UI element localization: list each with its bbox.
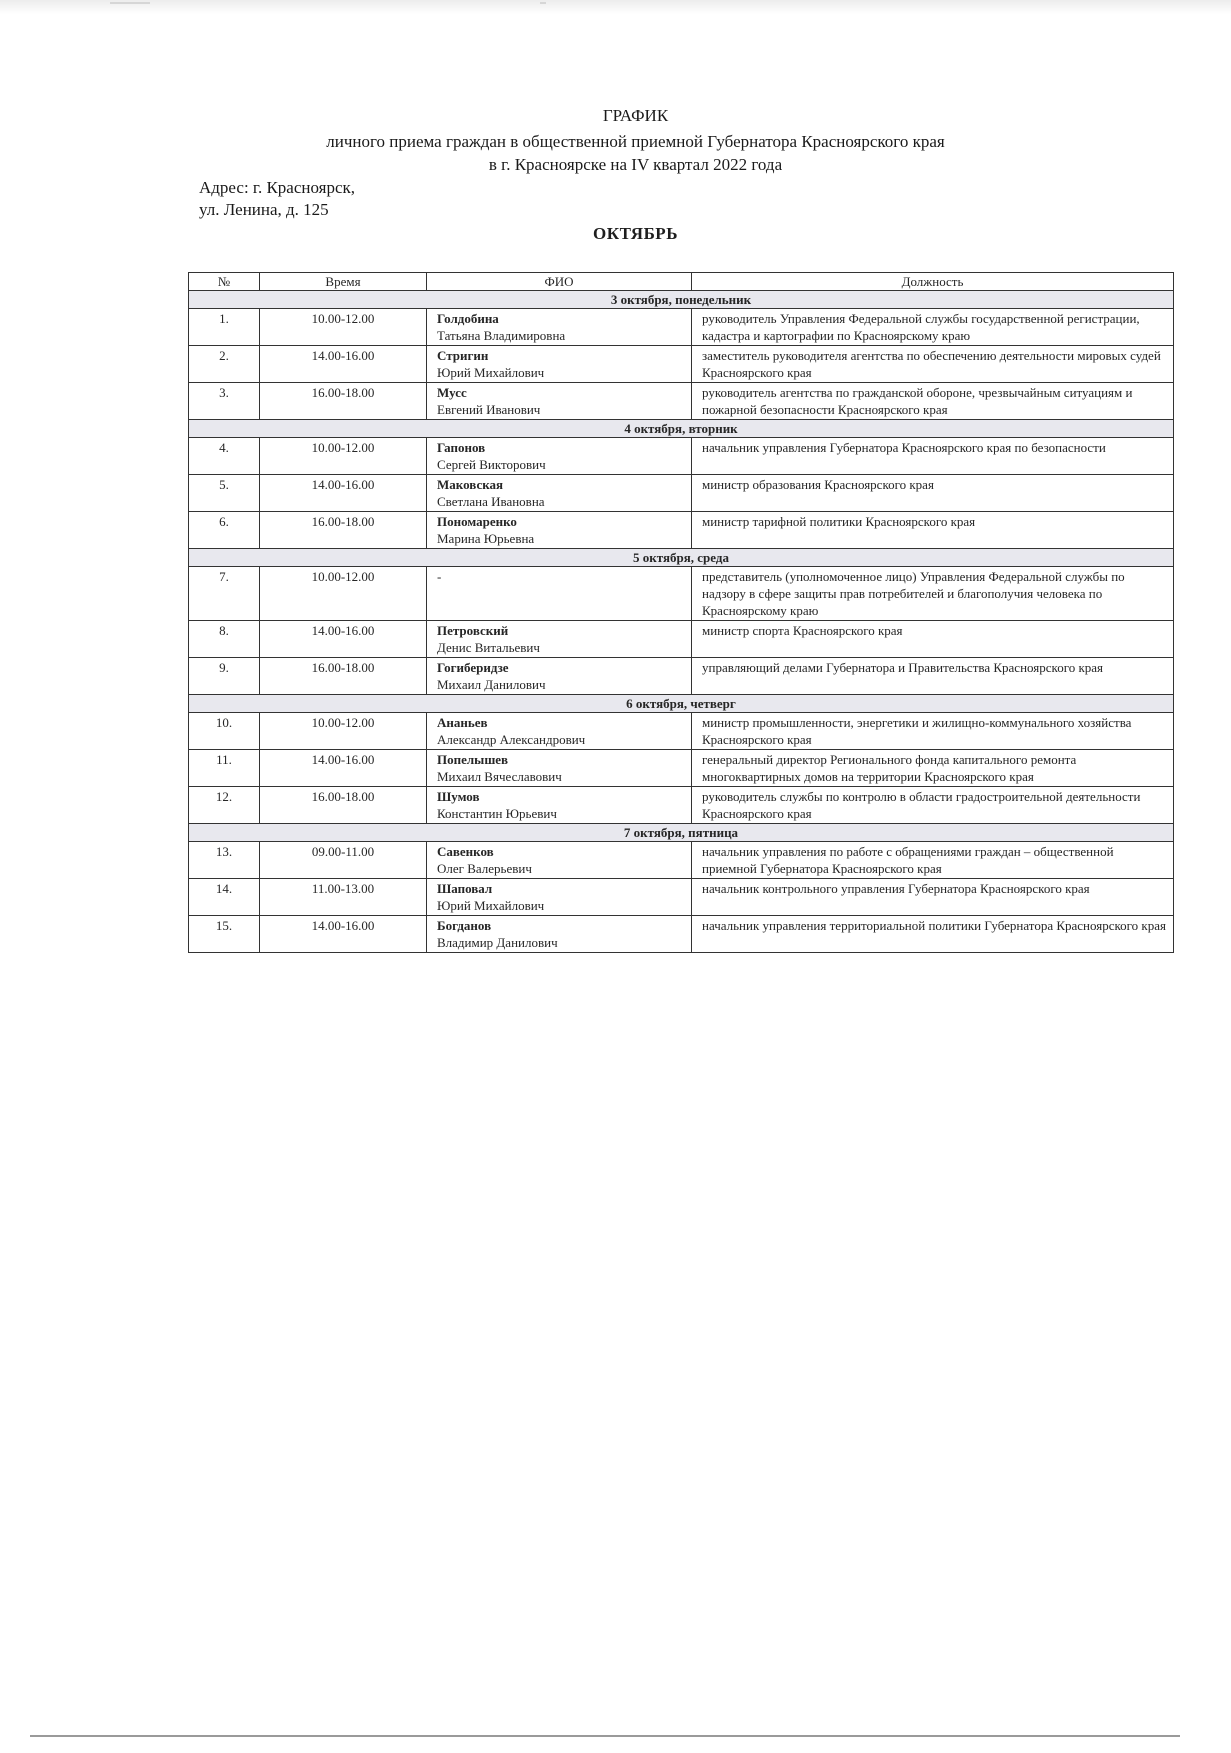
schedule-table [188, 272, 1174, 953]
month-heading: ОКТЯБРЬ [593, 224, 678, 243]
table-header-row [189, 273, 1174, 291]
official-surname: Голдобина [437, 311, 499, 326]
official-surname: Пономаренко [437, 514, 517, 529]
row-time: 14.00-16.00 [260, 916, 427, 953]
row-name-cell [427, 842, 692, 879]
row-position: заместитель руководителя агентства по обеспечению деятельности мировых судей Красноярского края [692, 346, 1174, 383]
day-label: 7 октября, пятница [189, 824, 1174, 842]
row-name-cell [427, 658, 692, 695]
row-name-cell [427, 475, 692, 512]
official-surname: Шумов [437, 789, 480, 804]
address-line-1: Адрес: г. Красноярск, [199, 178, 356, 197]
row-name-cell [427, 713, 692, 750]
row-number: 12. [189, 787, 260, 824]
day-label: 5 октября, среда [189, 549, 1174, 567]
row-position: министр образования Красноярского края [692, 475, 1174, 512]
row-number: 9. [189, 658, 260, 695]
table-row [189, 879, 1174, 916]
row-position: руководитель Управления Федеральной службы государственной регистрации, кадастра и картографии по Красноярскому краю [692, 309, 1174, 346]
document-subtitle-line-1: личного приема граждан в общественной приемной Губернатора Красноярского края [326, 132, 945, 151]
official-surname: Богданов [437, 918, 492, 933]
official-given-names: Константин Юрьевич [437, 806, 557, 821]
row-time: 10.00-12.00 [260, 438, 427, 475]
schedule-body [189, 291, 1174, 953]
table-row [189, 658, 1174, 695]
day-header-row [189, 824, 1174, 842]
row-time: 10.00-12.00 [260, 309, 427, 346]
row-name-cell [427, 567, 692, 621]
row-time: 16.00-18.00 [260, 383, 427, 420]
row-name-cell [427, 346, 692, 383]
row-time: 10.00-12.00 [260, 713, 427, 750]
table-row [189, 346, 1174, 383]
row-name-cell [427, 787, 692, 824]
day-label: 4 октября, вторник [189, 420, 1174, 438]
row-position: начальник управления территориальной политики Губернатора Красноярского края [692, 916, 1174, 953]
official-given-names: Владимир Данилович [437, 935, 558, 950]
official-surname: Петровский [437, 623, 509, 638]
official-given-names: Татьяна Владимировна [437, 328, 566, 343]
table-row [189, 621, 1174, 658]
row-time: 10.00-12.00 [260, 567, 427, 621]
official-given-names: Денис Витальевич [437, 640, 540, 655]
official-surname: Стригин [437, 348, 489, 363]
row-number: 2. [189, 346, 260, 383]
day-header-row [189, 549, 1174, 567]
table-row [189, 475, 1174, 512]
row-position: начальник контрольного управления Губернатора Красноярского края [692, 879, 1174, 916]
row-position: представитель (уполномоченное лицо) Управления Федеральной службы по надзору в сфере защиты прав потребителей и благополучия человека по Красноярскому краю [692, 567, 1174, 621]
row-position: руководитель службы по контролю в области градостроительной деятельности Красноярского края [692, 787, 1174, 824]
official-surname: Ананьев [437, 715, 488, 730]
row-time: 14.00-16.00 [260, 346, 427, 383]
row-number: 14. [189, 879, 260, 916]
row-name-cell [427, 621, 692, 658]
row-time: 16.00-18.00 [260, 512, 427, 549]
official-surname: Мусс [437, 385, 467, 400]
official-given-names: Евгений Иванович [437, 402, 541, 417]
table-row [189, 713, 1174, 750]
row-name-cell [427, 879, 692, 916]
official-given-names: Александр Александрович [437, 732, 586, 747]
scan-bottom-edge [30, 1735, 1180, 1737]
row-number: 8. [189, 621, 260, 658]
row-name-cell [427, 750, 692, 787]
scan-mark [110, 2, 150, 4]
day-header-row [189, 291, 1174, 309]
row-number: 1. [189, 309, 260, 346]
official-given-names: Олег Валерьевич [437, 861, 532, 876]
official-surname: Гапонов [437, 440, 486, 455]
official-given-names: Марина Юрьевна [437, 531, 535, 546]
row-number: 11. [189, 750, 260, 787]
official-given-names: Юрий Михайлович [437, 898, 545, 913]
row-number: 3. [189, 383, 260, 420]
row-number: 7. [189, 567, 260, 621]
row-name-cell [427, 438, 692, 475]
official-given-names: Михаил Данилович [437, 677, 546, 692]
row-number: 5. [189, 475, 260, 512]
scan-mark [540, 2, 546, 4]
row-number: 10. [189, 713, 260, 750]
official-given-names: Сергей Викторович [437, 457, 546, 472]
day-header-row [189, 695, 1174, 713]
document-subtitle-line-2: в г. Красноярске на IV квартал 2022 года [488, 155, 783, 174]
table-row [189, 512, 1174, 549]
table-row [189, 787, 1174, 824]
row-position: министр тарифной политики Красноярского края [692, 512, 1174, 549]
day-label: 6 октября, четверг [189, 695, 1174, 713]
row-position: управляющий делами Губернатора и Правительства Красноярского края [692, 658, 1174, 695]
row-number: 13. [189, 842, 260, 879]
table-row [189, 383, 1174, 420]
official-given-names: Светлана Ивановна [437, 494, 545, 509]
table-row [189, 567, 1174, 621]
row-time: 14.00-16.00 [260, 621, 427, 658]
official-surname: - [437, 569, 442, 584]
row-number: 15. [189, 916, 260, 953]
table-row [189, 750, 1174, 787]
day-header-row [189, 420, 1174, 438]
row-time: 09.00-11.00 [260, 842, 427, 879]
row-position: министр промышленности, энергетики и жилищно-коммунального хозяйства Красноярского края [692, 713, 1174, 750]
column-header-name: ФИО [427, 273, 692, 291]
column-header-position: Должность [692, 273, 1174, 291]
official-surname: Савенков [437, 844, 494, 859]
official-surname: Попелышев [437, 752, 509, 767]
row-time: 11.00-13.00 [260, 879, 427, 916]
official-given-names: Михаил Вячеславович [437, 769, 562, 784]
row-number: 4. [189, 438, 260, 475]
day-label: 3 октября, понедельник [189, 291, 1174, 309]
row-name-cell [427, 512, 692, 549]
row-time: 14.00-16.00 [260, 750, 427, 787]
column-header-time: Время [260, 273, 427, 291]
row-position: руководитель агентства по гражданской обороне, чрезвычайным ситуациям и пожарной безопасности Красноярского края [692, 383, 1174, 420]
table-row [189, 309, 1174, 346]
document-title: ГРАФИК [602, 106, 669, 125]
row-time: 16.00-18.00 [260, 787, 427, 824]
official-surname: Гогиберидзе [437, 660, 509, 675]
table-row [189, 842, 1174, 879]
table-row [189, 438, 1174, 475]
row-position: начальник управления по работе с обращениями граждан – общественной приемной Губернатора Красноярского края [692, 842, 1174, 879]
row-position: начальник управления Губернатора Красноярского края по безопасности [692, 438, 1174, 475]
official-surname: Маковская [437, 477, 504, 492]
row-position: генеральный директор Регионального фонда капитального ремонта многоквартирных домов на территории Красноярского края [692, 750, 1174, 787]
row-time: 14.00-16.00 [260, 475, 427, 512]
address-line-2: ул. Ленина, д. 125 [199, 200, 329, 219]
row-number: 6. [189, 512, 260, 549]
table-row [189, 916, 1174, 953]
row-position: министр спорта Красноярского края [692, 621, 1174, 658]
scan-top-edge [0, 0, 1231, 14]
row-name-cell [427, 916, 692, 953]
row-name-cell [427, 309, 692, 346]
official-given-names: Юрий Михайлович [437, 365, 545, 380]
row-time: 16.00-18.00 [260, 658, 427, 695]
row-name-cell [427, 383, 692, 420]
official-surname: Шаповал [437, 881, 493, 896]
column-header-number: № [189, 273, 260, 291]
